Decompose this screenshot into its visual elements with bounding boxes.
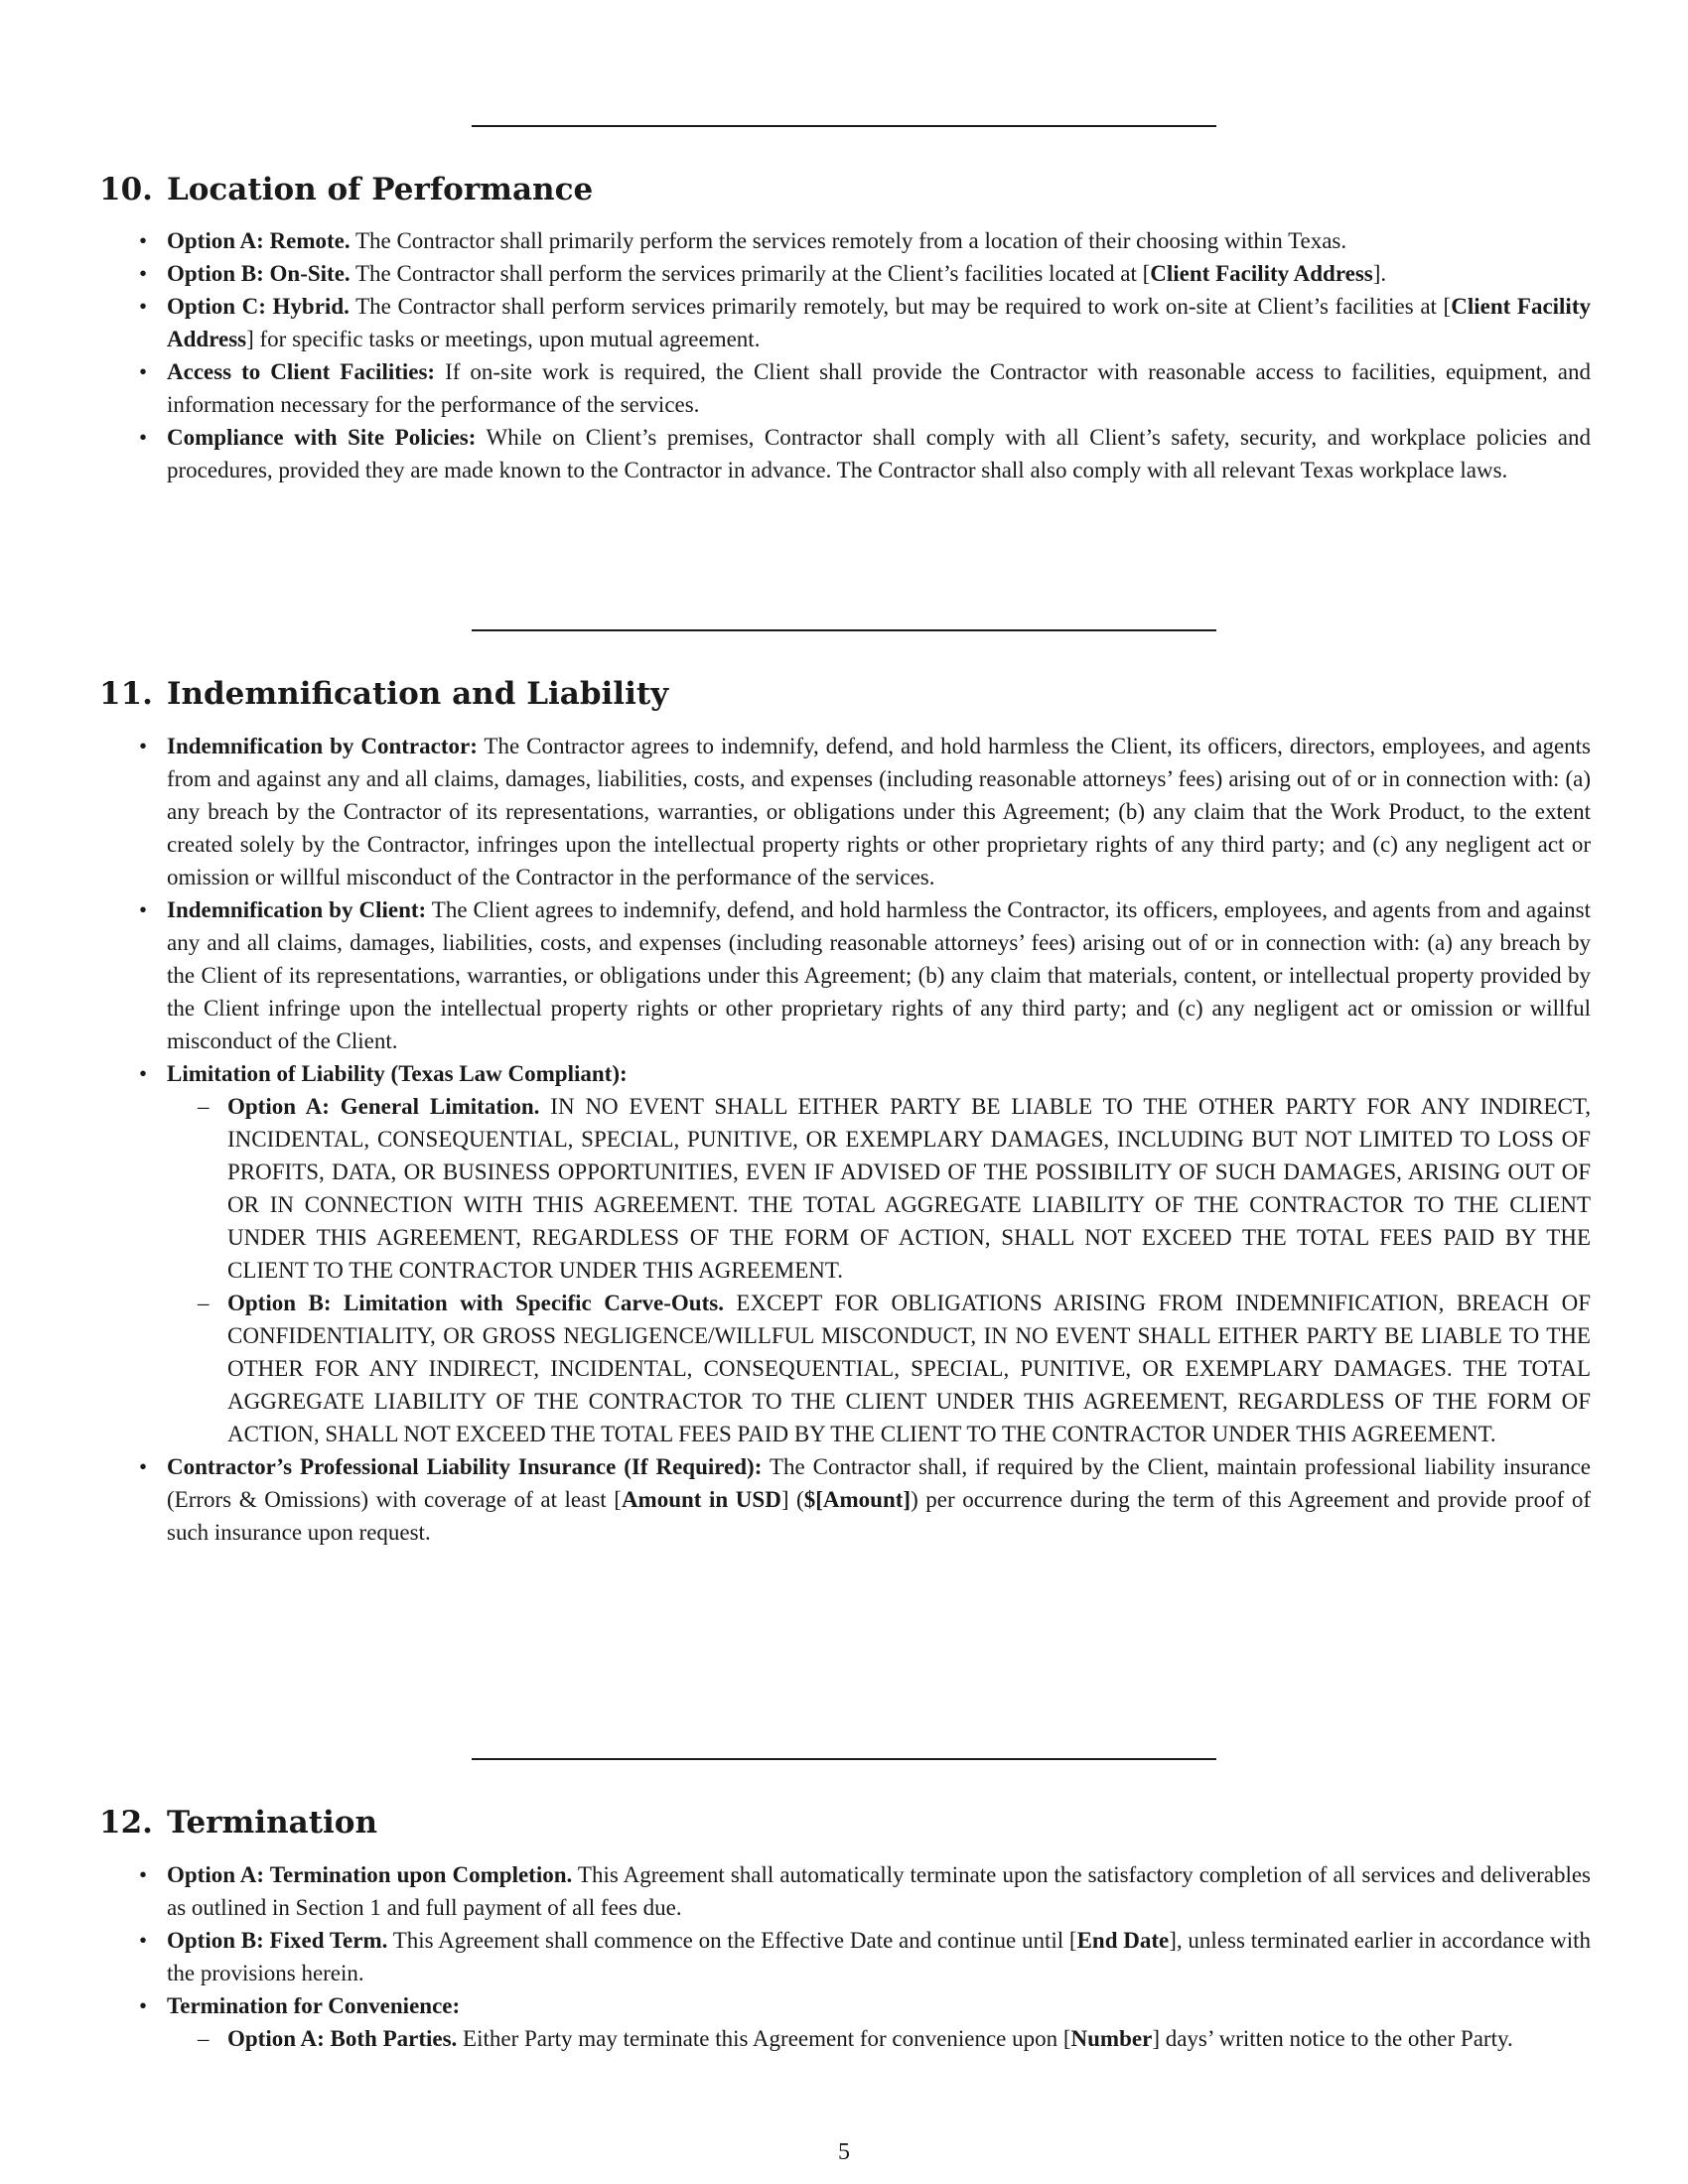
section-title: Termination xyxy=(166,1805,378,1841)
list-item xyxy=(167,1858,1591,1924)
item-label: Option B: On-Site. xyxy=(167,261,351,286)
item-text: While on Client’s premises, Contractor shall comply with all Client’s safety, security, and workplace policies and procedures, provided they are made known to the Contractor in advance. The Contractor shall also comply with all relevant Texas workplace laws. xyxy=(167,425,1591,482)
section-number: 12. xyxy=(99,1805,153,1841)
list-item xyxy=(167,1057,1591,1450)
item-text: ], unless terminated earlier in accordance with the provisions herein. xyxy=(167,1928,1592,1985)
item-label: Option B: Limitation with Specific Carve-Outs. xyxy=(227,1291,724,1315)
section-heading-location-of-performance xyxy=(99,170,1589,209)
placeholder-field: Client Facility Address xyxy=(1150,261,1373,286)
list-item xyxy=(167,224,1591,257)
horizontal-rule xyxy=(472,1758,1216,1760)
item-text: ) per occurrence during the term of this Agreement and provide proof of such insurance upon request. xyxy=(167,1487,1591,1545)
section-list xyxy=(0,1858,1688,2055)
item-label: Option A: Both Parties. xyxy=(227,2026,458,2051)
horizontal-rule xyxy=(472,629,1216,631)
sub-list xyxy=(167,2022,1591,2055)
sub-list-item xyxy=(227,1287,1591,1450)
page-number: 5 xyxy=(838,2139,850,2165)
item-text: The Contractor shall perform services primarily remotely, but may be required to work on-site at Client’s facilities at [ xyxy=(349,294,1452,319)
list-item xyxy=(167,290,1591,355)
horizontal-rule xyxy=(472,125,1216,127)
item-text: ] ( xyxy=(780,1487,804,1512)
item-label: Option A: General Limitation. xyxy=(227,1094,540,1119)
sub-list-item xyxy=(227,2022,1591,2055)
item-label: Option B: Fixed Term. xyxy=(167,1928,388,1953)
item-label: Indemnification by Contractor: xyxy=(167,734,478,758)
list-item xyxy=(167,421,1591,486)
item-text: The Contractor shall, if required by the Client, maintain professional liability insurance (Errors & Omissions) with coverage of at least [ xyxy=(167,1454,1591,1512)
section-heading-indemnification-and-liability xyxy=(99,674,1589,714)
item-text: IN NO EVENT SHALL EITHER PARTY BE LIABLE TO THE OTHER PARTY FOR ANY INDIRECT, INCIDENTAL, CONSEQUENTIAL, SPECIAL, PUNITIVE, OR EXEMPLARY DAMAGES, INCLUDING BUT NOT LIMITED TO LOSS OF PROFITS, DATA, OR BUSINESS OPPORTUNITIES, EVEN IF ADVISED OF THE POSSIBILITY OF SUCH DAMAGES, ARISING OUT OF OR IN CONNECTION WITH THIS AGREEMENT. THE TOTAL AGGREGATE LIABILITY OF THE CONTRACTOR TO THE CLIENT UNDER THIS AGREEMENT, REGARDLESS OF THE FORM OF ACTION, SHALL NOT EXCEED THE TOTAL FEES PAID BY THE CLIENT TO THE CONTRACTOR UNDER THIS AGREEMENT. xyxy=(227,1094,1591,1283)
item-text: The Contractor agrees to indemnify, defend, and hold harmless the Client, its officers, directors, employees, and agents from and against any and all claims, damages, liabilities, costs, and expenses (including reasonable attorneys’ fees) arising out of or in connection with: (a) any breach by the Contractor of its representations, warranties, or obligations under this Agreement; (b) any claim that the Work Product, to the extent created solely by the Contractor, infringes upon the intellectual property rights or other proprietary rights of any third party; and (c) any negligent act or omission or willful misconduct of the Contractor in the performance of the services. xyxy=(167,734,1591,889)
list-item xyxy=(167,893,1591,1057)
placeholder-field: End Date xyxy=(1076,1928,1170,1953)
list-item xyxy=(167,355,1591,421)
section-number: 11. xyxy=(99,676,153,712)
item-label: Option A: Remote. xyxy=(167,228,351,253)
list-item xyxy=(167,730,1591,893)
list-item xyxy=(167,257,1591,290)
item-text: The Contractor shall perform the services primarily at the Client’s facilities located at [ xyxy=(350,261,1151,286)
item-text: The Client agrees to indemnify, defend, and hold harmless the Contractor, its officers, employees, and agents from and against any and all claims, damages, liabilities, costs, and expenses (including reasonable attorneys’ fees) arising out of or in connection with: (a) any breach by the Client of its representations, warranties, or obligations under this Agreement; (b) any claim that materials, content, or intellectual property provided by the Client infringe upon the intellectual property rights or other proprietary rights of any third party; and (c) any negligent act or omission or willful misconduct of the Client. xyxy=(167,897,1592,1053)
item-text: If on-site work is required, the Client shall provide the Contractor with reasonable access to facilities, equipment, and information necessary for the performance of the services. xyxy=(167,359,1591,417)
section-list xyxy=(0,224,1688,486)
section-title: Location of Performance xyxy=(166,172,594,207)
section-number: 10. xyxy=(99,172,153,207)
item-label: Contractor’s Professional Liability Insurance (If Required): xyxy=(167,1454,763,1479)
item-text: ]. xyxy=(1372,261,1387,286)
item-text: The Contractor shall primarily perform the services remotely from a location of their choosing within Texas. xyxy=(350,228,1347,253)
placeholder-field: Client Facility Address xyxy=(167,294,1591,351)
item-label: Compliance with Site Policies: xyxy=(167,425,477,450)
section-heading-termination xyxy=(99,1803,1589,1843)
item-label: Option C: Hybrid. xyxy=(167,294,350,319)
section-list xyxy=(0,730,1688,1549)
item-text: Either Party may terminate this Agreement for convenience upon [ xyxy=(457,2026,1071,2051)
item-text: This Agreement shall automatically terminate upon the satisfactory completion of all services and deliverables as outlined in Section 1 and full payment of all fees due. xyxy=(167,1862,1592,1920)
item-label: Limitation of Liability (Texas Law Compliant): xyxy=(167,1061,628,1086)
item-label: Termination for Convenience: xyxy=(167,1993,461,2018)
item-text: This Agreement shall commence on the Effective Date and continue until [ xyxy=(387,1928,1077,1953)
placeholder-field: Number xyxy=(1070,2026,1153,2051)
list-item xyxy=(167,1924,1591,1989)
placeholder-field: Amount in USD xyxy=(621,1487,781,1512)
item-label: Indemnification by Client: xyxy=(167,897,427,922)
sub-list-item xyxy=(227,1090,1591,1287)
item-label: Option A: Termination upon Completion. xyxy=(167,1862,573,1887)
item-text: ] for specific tasks or meetings, upon mutual agreement. xyxy=(246,327,761,351)
list-item xyxy=(167,1450,1591,1549)
section-title: Indemnification and Liability xyxy=(166,676,669,712)
item-label: Access to Client Facilities: xyxy=(167,359,436,384)
item-text: ] days’ written notice to the other Party. xyxy=(1152,2026,1513,2051)
sub-list xyxy=(167,1090,1591,1450)
list-item xyxy=(167,1989,1591,2055)
item-text: EXCEPT FOR OBLIGATIONS ARISING FROM INDEMNIFICATION, BREACH OF CONFIDENTIALITY, OR GROSS NEGLIGENCE/WILLFUL MISCONDUCT, IN NO EVENT SHALL EITHER PARTY BE LIABLE TO THE OTHER FOR ANY INDIRECT, INCIDENTAL, CONSEQUENTIAL, SPECIAL, PUNITIVE, OR EXEMPLARY DAMAGES. THE TOTAL AGGREGATE LIABILITY OF THE CONTRACTOR TO THE CLIENT UNDER THIS AGREEMENT, REGARDLESS OF THE FORM OF ACTION, SHALL NOT EXCEED THE TOTAL FEES PAID BY THE CLIENT TO THE CONTRACTOR UNDER THIS AGREEMENT. xyxy=(227,1291,1591,1446)
placeholder-field: $[Amount] xyxy=(803,1487,912,1512)
